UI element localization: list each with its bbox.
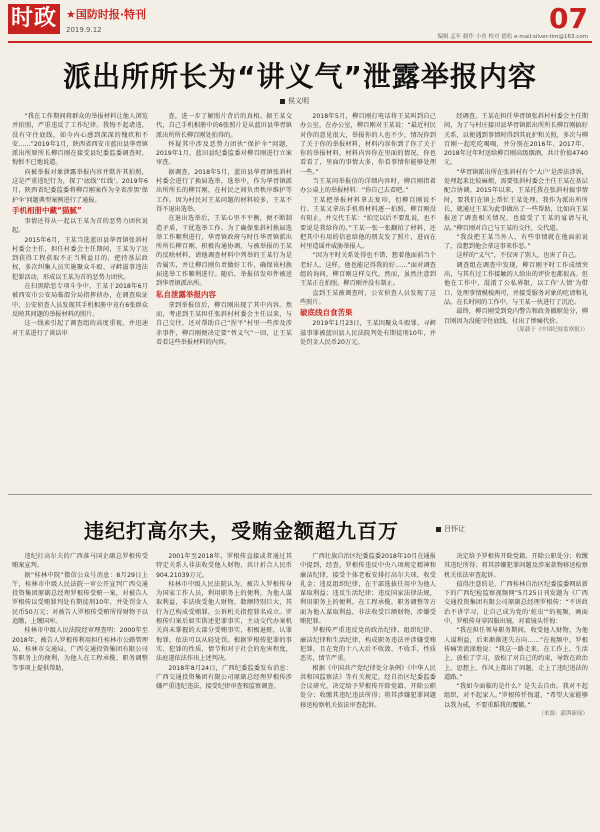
article1-column-2 [156,112,292,347]
paragraph: 值得注意的是，广西桂林自治区纪委监委网站新下的广西纪检监察视频网”5月25日刊发题为《广西交通投资集团有限公司原副总经理罗根传：“不讲政治不讲学习，让自己成为党的‘蛀虫’”的视频，画面中，罗根传身穿囚服出镜，对着镜头忏悔： [444,580,588,626]
editor-credits: 编辑 孟年 制作 小鱼 校对 德松 e-mail:silver-tim@163.com [437,34,588,40]
article2-author: 吕怀让 [444,525,465,533]
article1-subheading-3: 破底线自食苦果 [300,308,353,318]
article1-author: 侯义明 [288,97,309,105]
a1c1-paragraphs [12,112,148,205]
article1-headline: 派出所所长为“讲义气”泄露举报内容 [63,60,537,93]
article1-column-1 [12,112,148,338]
paper-name: ★国防时报·特刊 [66,8,147,21]
paragraph: 罗根传严重违反党的政治纪律、组织纪律、廉洁纪律和生活纪律，构成职务违法并涉嫌受贿犯罪，且在党的十八大后不收敛、不收手，性质恶劣，情节严重。 [300,627,436,663]
paragraph: 当王某问举报信的详细内容时，柳百刚指着办公桌上的举报材料：“你自己去看吧。” [300,178,436,195]
paragraph: 拿到举报信后，柳百刚出现了其中内容。然而，考虑到王某担任张斜村村委会主任以来，与自己交往，还对帮助自己“捏平”村里一些涉及涉赤事件，柳百刚便决定要“替义气”一回，让王某看看这些举报材料的内容。 [156,301,292,346]
paragraph: 2019年1月23日，王某因聚众斗殴罪、寻衅滋事罪被蓝田县人民法院判处有期徒刑10年，并处罚金人民币20万元。 [300,320,436,346]
article2-column-4 [444,552,588,719]
paragraph: 在扫黑除恶专项斗争中，王某于2018年6月被西安市公安局临渭分局指挥侦办，在调查取证中，公安侦查人员发现其手机相册中竟有6张群众反映其问题的举报材料的照片。 [12,283,148,318]
paragraph: 查，进一步了解照片背后的真相。据王某交代，自己手机相册中的6张照片是从蓝田县华胥镇派出所所长柳百刚处拍得的。 [156,113,292,139]
paragraph: 直到王某被调查时，公安侦查人员发现了这些照片。 [300,289,436,306]
byline-square-icon [436,527,441,532]
page-number: 07 [549,2,588,35]
paragraph: 这一线索引起了调查组的高度重视，并迅速对王某进行了谈话审 [12,320,148,337]
article-divider [8,494,592,495]
paragraph: 调查组在调查中发现，柳百刚平时工作成绩突出，与其有过工作接触的人给出的评价也都很高。但他在工作中，混淆了公私界限，以工作‘人情’为借口，处理事情模棱两可，并接受服务对象的吃请和礼品。在长时间的工作中，与王某一伙进行了沉沦。 [444,261,588,306]
article2-headline: 违纪打高尔夫，受贿金额超九百万 [84,519,399,543]
paragraph: 广西壮族自治区纪委监委2018年10月在通报中提到，经查，罗根传违反中央八项规定精神和廉洁纪律，接受个体老板安排打高尔夫球，收受礼金；违反组织纪律，在干部选拔任用中为他人谋取利益；违反生活纪律；违反国家法律法规，利用职务上的便利，在工程承揽、职务调整等方面为他人谋取利益，非法收受巨额财物，涉嫌受贿犯罪。 [300,553,436,626]
article1-byline [280,96,309,106]
paragraph: 根据《中国共产党纪律处分条例》《中华人民共和国监察法》等有关规定，经自治区纪委监委会议研究，决定给予罗根传开除党籍、开除公职处分；收缴其违纪违法所得；将其涉嫌犯罪问题移送检察机关依法审查起诉。 [300,664,436,709]
paragraph: 据“桂林中院”微信公众号消息：8月29日上午，桂林市中级人民法院一审公开宣判广西交通投资集团原副总经理罗根传受贿一案，对被告人罗根传以受贿罪判处有期徒刑10年，并处罚金人民币50万元；对被告人罗根传受贿所得财物予以追缴，上缴国库。 [12,571,148,626]
article2-column-3 [300,552,436,710]
paragraph: 向被举报对象泄露举报内容并默许其拍照，这是严重违纪行为，探了‘底线’‘红线’。2019年6月，陕西省纪委监委将柳百刚案作为全省涉黑‘保护伞’问题典型案例进行了通报。 [12,168,148,204]
paragraph: 2018年8月24日，广西纪委监委发布消息：广西交通投资集团有限公司原副总经理罗根传涉嫌严重违纪违法，接受纪律审查和监察调查。 [156,664,292,691]
paragraph: 违纪打高尔夫的广西落马国企副总罗根传受贿案宣判。 [12,553,148,570]
paragraph: 2018年5月，柳百刚打电话将王某叫到自己办公室，在办公室，柳百刚对王某说：“最近村民对你的意见很大，举报你的人也不少，情况你到了关于你的举报材料，材料内容你到了你了关于你的举报材料，材料内容你在里面的情况，你也看看了，里面的事情大多，你看事情你能够处理一些。” [300,113,436,176]
paragraph: 2015年6月，王某当选蓝田县华胥镇张斜村村委会主任，担任村委会主任期间，王某为了达到获得工程获取不正当利益目的，把持基层政权，多次纠集人员实施聚众斗殴、寻衅滋事违法犯罪活动，形成以王某为首的恶势力团伙。 [12,236,148,281]
paragraph: “我如今面临的是什么？是失去自由。我对不起组织，对不起家人。”罗根传忏悔道，“希望大家能够以我为戒，不要重蹈我的覆辙。” [444,683,588,709]
article1-column-4 [444,112,588,335]
paragraph: 决定给予罗根传开除党籍、开除公职处分；收缴其违纪所得；将其涉嫌犯罪问题及涉案款物移送检察机关依法审查起诉。 [444,553,588,579]
paragraph: 桂林市中级人民法院经审理查明：2000年至2018年，被告人罗根传利用担任桂林市公路管理局、桂林市交通局、广西交通投资集团有限公司等职务上的便利，为他人在工程承揽、职务调整等事项上提供帮助， [12,627,148,672]
article2-column-1 [12,552,148,673]
article2-byline [436,524,465,534]
article1-source-note: （原载于《中国纪检监察报》） [513,326,588,333]
paragraph: 事情还得从一起以王某为首的恶势力团伙说起。 [12,217,148,235]
paragraph: 怀疑其中涉及恶势力团伙“保护伞”问题，2019年1月，蓝田县纪委监委对柳百刚进行立案审查。 [156,140,292,167]
paragraph: “华胥镇派出所在张斜村有个‘大户’是涉法涉诉，处理起来比较麻烦，需要张斜村委会主任王某在基层配合协调。2015年以来，王某托我在张斜村搞事情时，要我们在镇上帮忙王某处理。我作为派出所所长，就通过王某为此事做出了一些帮助，比如向王某报送了调查相关情况，也接受了王某的宴请与礼品。”柳百刚对自己与王某的交往，交代道。 [444,168,588,232]
article2-column-2 [156,552,292,691]
article1-subheading-1: 手机相册中藏“猫腻” [12,205,82,215]
paragraph: 王某把举报材料拿去复印，但柳百刚说不行。王某又拿出手机将材料逐一拍照，柳百刚没有阻止，并交代王某：“拍完以后不要乱说，也不要说是我给你的。”王某一张一张翻拍了材料，还把其中有用的信息给他的朋友发了照片，进而在村里造谣并威胁举报人。 [300,196,436,251]
paragraph: 桂林市中级人民法院认为，被告人罗根传身为国家工作人员，利用职务上的便利，为他人谋取利益，非法收受他人财物，数额特别巨大，其行为已构成受贿罪。公诉机关指控罪名成立。罗根传归案后如实供述犯罪事实，主动交代办案机关尚未掌握的大部分受贿事实，积极退赃，认罪悔罪，依法可以从轻处罚。根据罗根传犯罪的事实、犯罪的性质、情节和对于社会的危害程度，法庭遂依法作出上述判决。 [156,580,292,663]
paragraph: 最终，柳百刚受到党内警告和政务撤职处分，柳百刚因为没能守住底线，付出了惨痛代价。 [444,308,588,325]
paragraph: 经调查，王某在担任华胥镇张斜村村委会主任期间，为了与村庄接田县华胥镇派出所所长柳百刚搞好关系，以便遇到事情时得到其庇护和关照，多次与柳百刚一起吃吃喝喝，并分别在2016年、2017年、2018年过年时送给柳百刚高级烟酒，共计价值4740元。 [444,113,588,167]
header-rule [8,41,592,43]
paragraph: 2001年至2018年，罗根传直接或者通过其特定关系人非法收受他人财物，共计折合人民币904.21039万元。 [156,553,292,579]
paragraph: “我在工作期间将群众的举报材料让他人浏览并拍照，严重违反了工作纪律。我悔不起诸违，没有守住底线，如今内心感到深深的愧疚和不安……”2019年1月，陕西省西安市蓝田县华胥镇派出所原所长柳百刚在接受县纪委监委调查时，悔恨不已地说道。 [12,113,148,167]
article1-subheading-2: 私自泄露举报内容 [156,289,216,299]
article1-column-3 [300,112,436,347]
paragraph: 这样的“义气”，不仅害了别人，也害了自己。 [456,252,581,260]
article2-source-note: （来源：澎湃新闻） [538,711,588,718]
paragraph: 据调查，2018年5月，蓝田县华胥镇张斜村村委会进行了换届选举，选举中，作为华胥镇派出所所长的柳百刚，在村民之间负责秩序维护等工作。因为村民对王某问题的材料较多，王某不得不退出选举。 [156,168,292,213]
section-badge: 时政 [8,4,60,34]
issue-date: 2019.9.12 [66,26,102,34]
page-header [0,0,600,40]
paragraph: “我没把王某当外人，有些事情就在他面前说了，没想到他会拿这事来作恶。” [444,233,588,251]
paragraph: “我在担任领导职务期间，收受他人财物，为他人谋利益，后来渐渐迷失方向……”在视频中，罗根传痛哭流涕地说：“我这一路走来，在工作上、生活上，放松了学习，放松了对自己的约束，导致在政治上、思想上、作风上都出了问题，走上了违纪违法的道路。” [444,627,588,681]
byline-square-icon [280,99,285,104]
paragraph: 在退出选举后，王某心里不平衡，便不断制造矛盾，干扰选举工作。为了确保张斜村换届选举工作顺利进行，华胥镇政府与时任华胥镇派出所所长柳百刚，积极沟通协调，与被举报的王某的反映材料，请他调查材料中列举的王某行为是否属实，并让柳百刚负责做好工作，确保该村换届选举工作顺利进行。随后，举报信发印件被送到华胥镇派出所。 [156,215,292,288]
paragraph: “因为平时关系处得也不错，想着他面前当个老好人，这样，他也能记得我的好……”面对调查组的询问，柳百刚这样交代。然而，虽然注意到王某正在拍照，柳百刚并没有制止。 [300,252,436,288]
